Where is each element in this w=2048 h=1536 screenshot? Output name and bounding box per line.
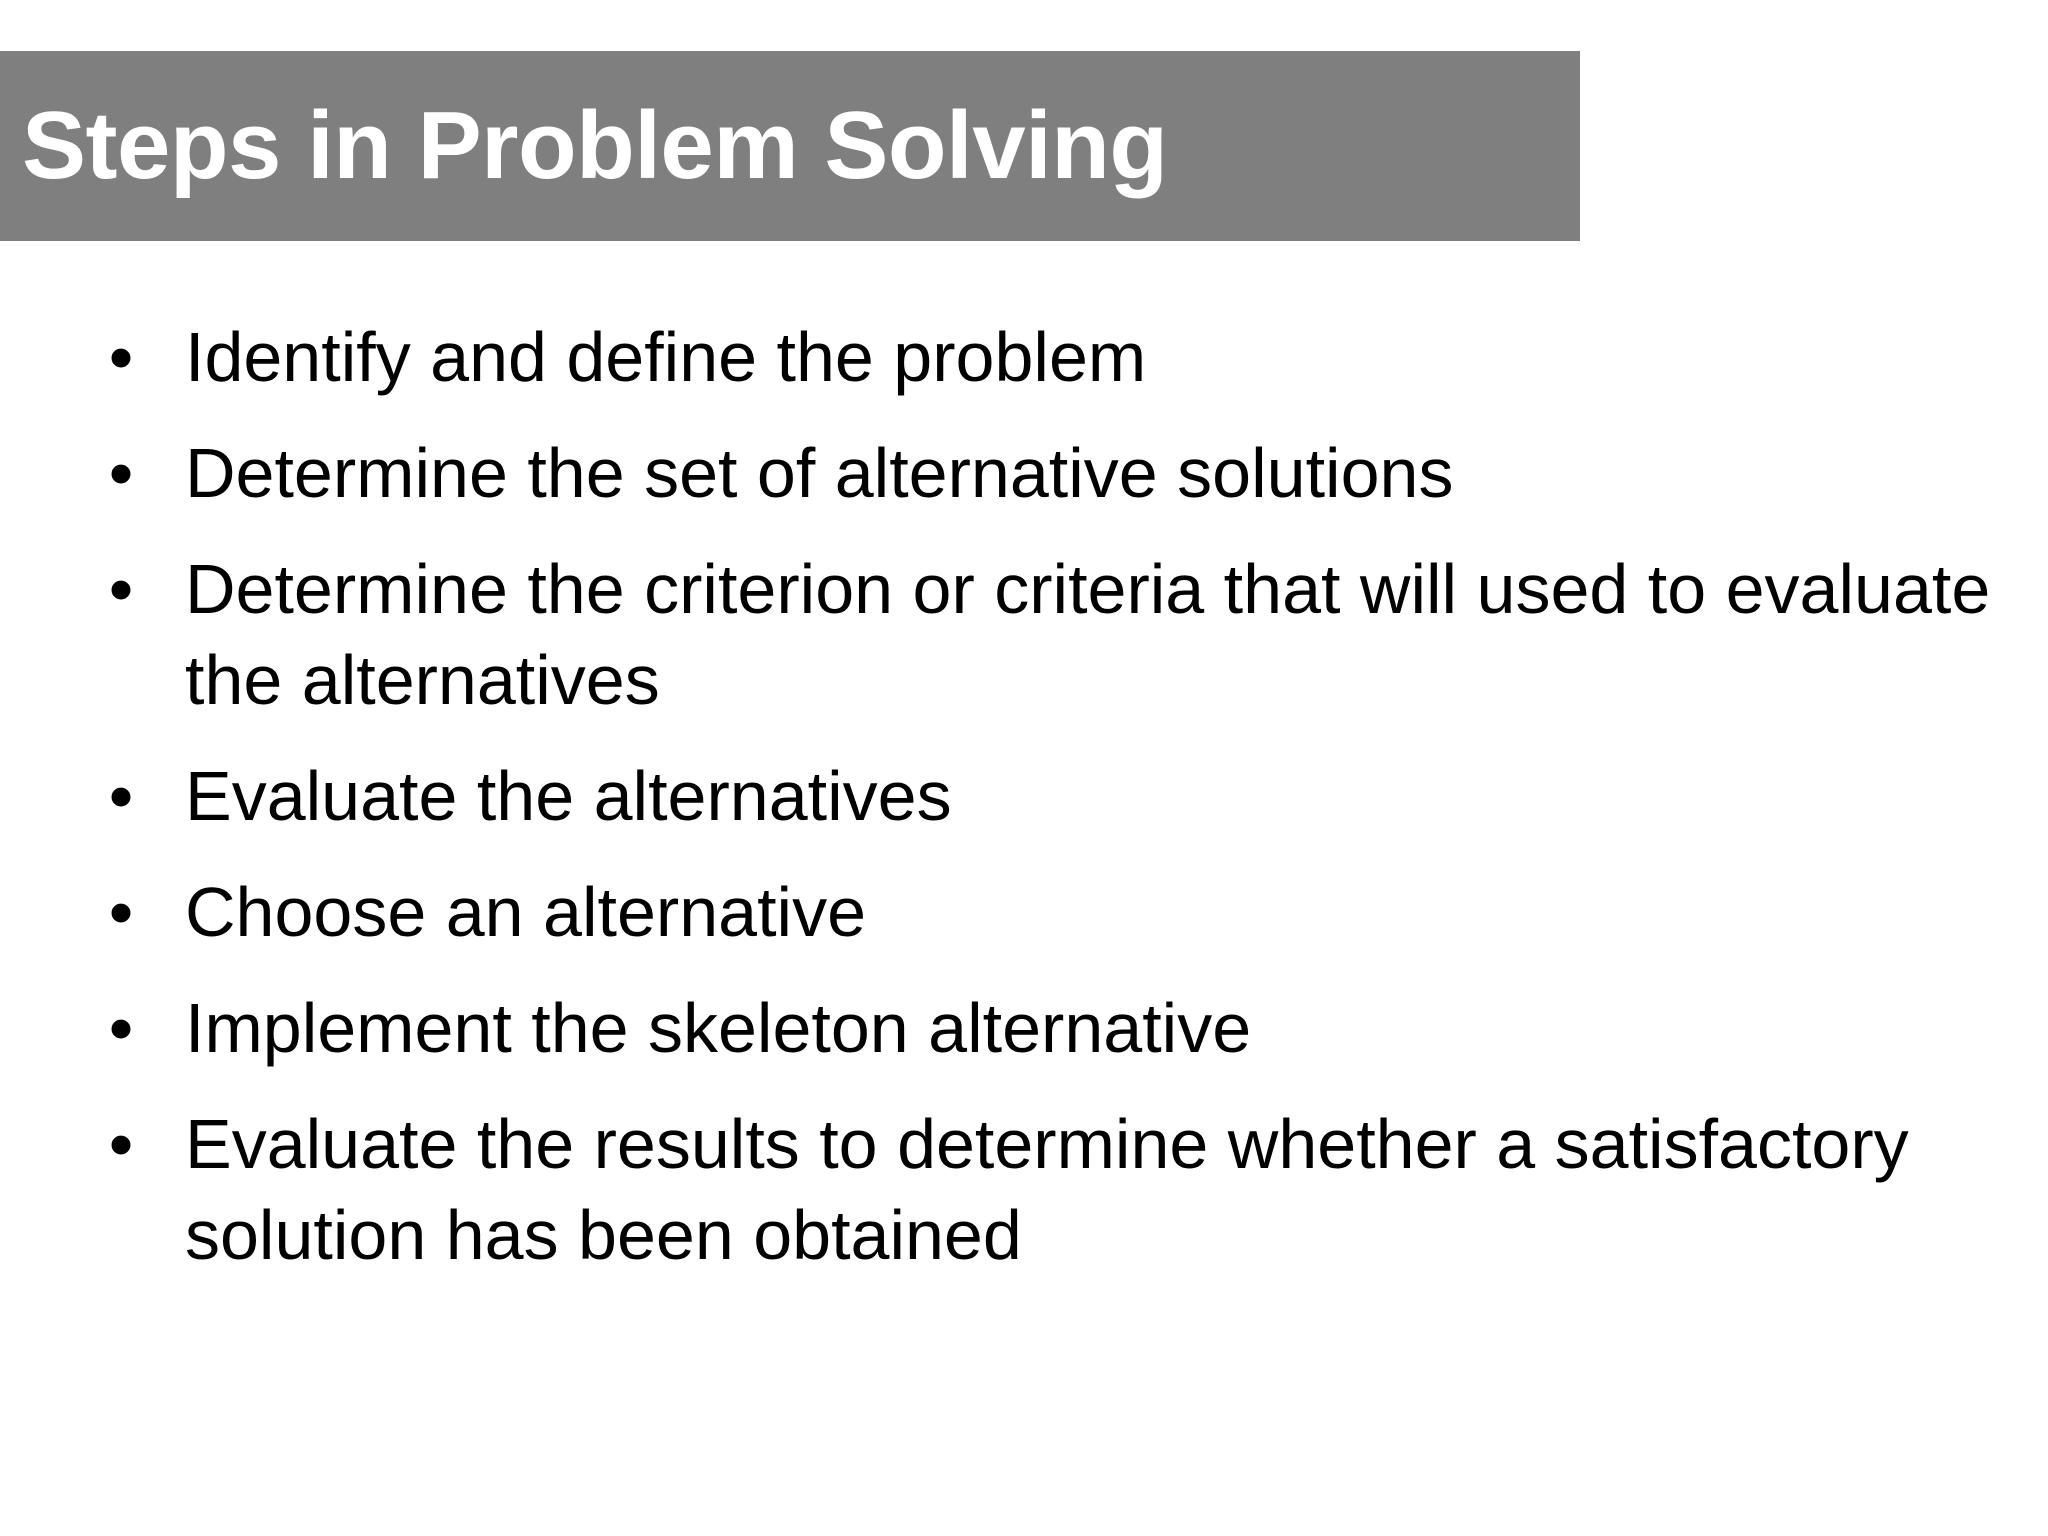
bullet-text: Evaluate the results to determine whether a satisfactory solution has been obtained bbox=[185, 1105, 1909, 1274]
bullet-item bbox=[0, 983, 1995, 1074]
bullet-icon: • bbox=[108, 434, 134, 512]
bullet-text: Determine the set of alternative solutions bbox=[185, 434, 1454, 512]
bullet-item bbox=[0, 312, 1995, 403]
bullet-item bbox=[0, 544, 1995, 726]
bullet-icon: • bbox=[108, 989, 134, 1067]
bullet-text: Choose an alternative bbox=[185, 873, 866, 951]
bullet-list bbox=[0, 312, 2048, 1306]
bullet-item bbox=[0, 1099, 1995, 1281]
bullet-item bbox=[0, 428, 1995, 519]
bullet-text: Evaluate the alternatives bbox=[185, 757, 952, 835]
bullet-icon: • bbox=[108, 757, 134, 835]
bullet-icon: • bbox=[108, 873, 134, 951]
bullet-text: Determine the criterion or criteria that will used to evaluate the alternatives bbox=[185, 550, 1991, 719]
bullet-text: Implement the skeleton alternative bbox=[185, 989, 1252, 1067]
bullet-item bbox=[0, 751, 1995, 842]
slide-title: Steps in Problem Solving bbox=[22, 92, 1168, 199]
bullet-text: Identify and define the problem bbox=[185, 318, 1147, 396]
bullet-icon: • bbox=[108, 550, 134, 628]
bullet-item bbox=[0, 867, 1995, 958]
title-bar bbox=[0, 51, 1580, 241]
bullet-icon: • bbox=[108, 1105, 134, 1183]
bullet-icon: • bbox=[108, 318, 134, 396]
